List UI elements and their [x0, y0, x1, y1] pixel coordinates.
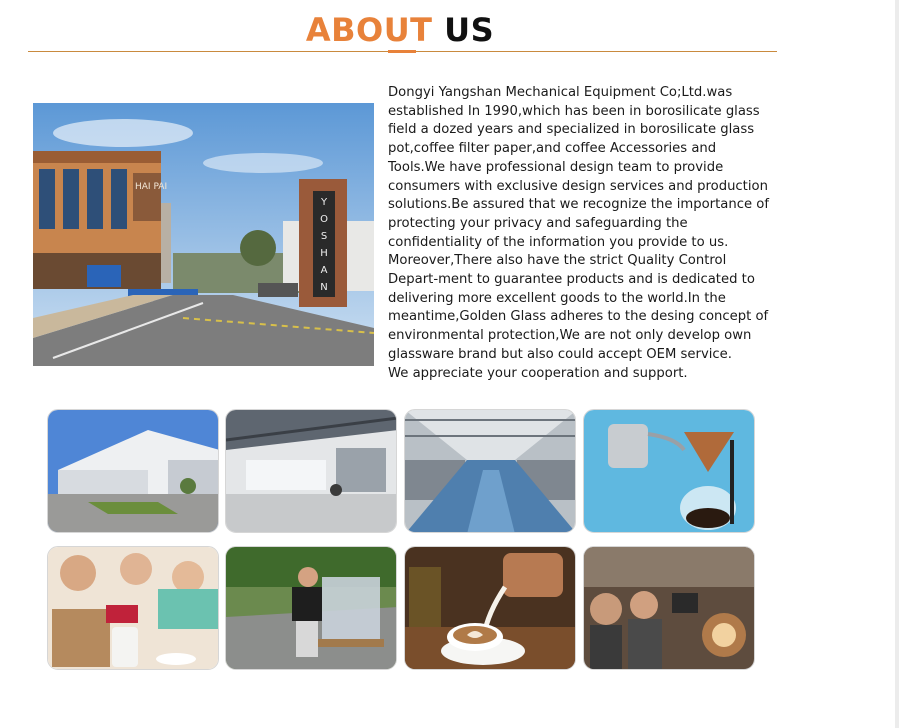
photo-family-product	[47, 546, 219, 670]
title-divider-accent	[388, 50, 416, 53]
svg-text:Y: Y	[320, 197, 328, 208]
svg-text:N: N	[320, 282, 328, 293]
photo-factory-exterior	[47, 409, 219, 533]
about-paragraph: Dongyi Yangshan Mechanical Equipment Co;Ltd.was established In 1990,which has been in borosilicate glass field a dozed years and specialized in borosilicate glass pot,coffee filter paper,and coffee Accessories and Tools.We have professional design team to provide consumers with exclusive design services and production solutions.Be assured that we recognize the importance of protecting your privacy and safeguarding the confidentiality of the information you provide to us.	[388, 85, 769, 250]
about-paragraph: We appreciate your cooperation and support.	[388, 365, 688, 381]
svg-text:A: A	[320, 265, 328, 276]
photo-warehouse-interior	[225, 409, 397, 533]
photo-shipping-pallet	[225, 546, 397, 670]
about-paragraph: Moreover,There also have the strict Quality Control Depart-ment to guarantee products and is dedicated to delivering more excellent goods to the world.In the meantime,Golden Glass adheres to the desing concept of environmental protection,We are not only develop own glassware brand but also could accept OEM service.	[388, 253, 769, 362]
page-edge	[895, 0, 899, 728]
photo-production-hall	[404, 409, 576, 533]
page-title	[0, 10, 800, 50]
facade-text: HAI PAI	[135, 182, 168, 192]
title-us: US	[444, 11, 495, 49]
about-description	[388, 84, 773, 383]
title-about: ABOUT	[305, 11, 433, 49]
svg-text:H: H	[320, 248, 328, 259]
factory-photo	[33, 103, 374, 366]
photo-latte-art	[404, 546, 576, 670]
photo-coffee-pour	[583, 409, 755, 533]
photo-coffee-roaster	[583, 546, 755, 670]
svg-text:O: O	[320, 214, 328, 225]
svg-text:S: S	[320, 231, 328, 242]
